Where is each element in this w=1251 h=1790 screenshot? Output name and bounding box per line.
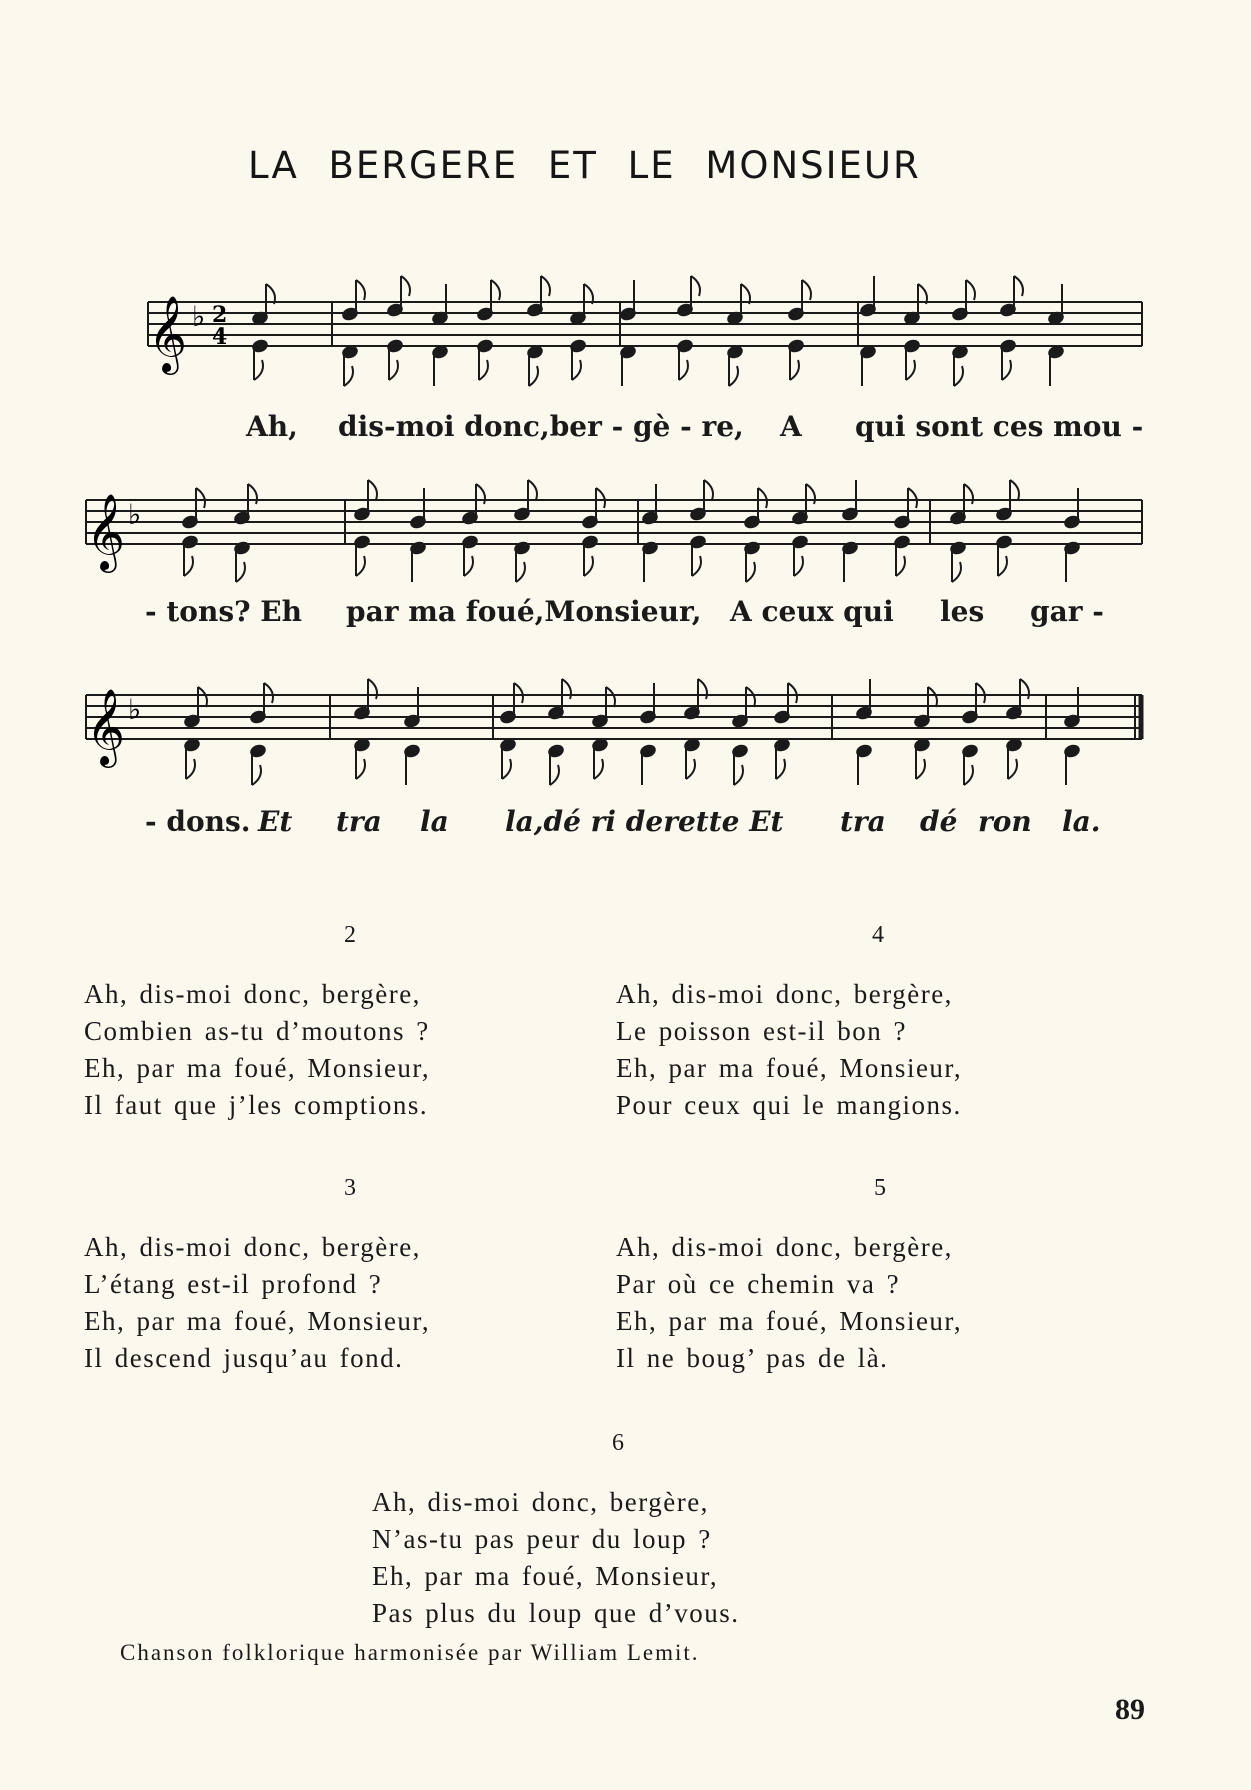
note-flag	[596, 488, 605, 508]
note-flag	[186, 759, 195, 779]
note-flag	[952, 562, 961, 582]
note-flag	[356, 280, 365, 300]
flat-icon: ♭	[128, 693, 142, 726]
verse-block	[616, 976, 962, 1124]
note-flag	[264, 683, 273, 703]
note-flag	[916, 759, 925, 779]
verse-line: N’as-tu pas peur du loup ?	[372, 1524, 712, 1554]
lyric: ron	[978, 805, 1032, 838]
lyric: gar -	[1030, 595, 1104, 628]
flat-icon: ♭	[128, 498, 142, 531]
note-flag	[906, 360, 915, 380]
song-title: LA BERGERE ET LE MONSIEUR	[248, 144, 921, 187]
flat-icon: ♭	[192, 300, 206, 333]
note-flag	[196, 488, 205, 508]
verse-number: 2	[344, 922, 356, 948]
verse-line: L’étang est-il profond ?	[84, 1269, 383, 1299]
lyric: qui sont ces mou -	[855, 410, 1144, 443]
note-flag	[954, 366, 963, 386]
svg-text:2: 2	[212, 302, 228, 328]
note-flag	[514, 683, 523, 703]
note-flag	[692, 556, 701, 576]
notes-line-1	[252, 276, 1065, 386]
note-flag	[479, 360, 488, 380]
verse-line: Eh, par ma foué, Monsieur,	[616, 1053, 963, 1083]
note-flag	[356, 759, 365, 779]
verse-number: 3	[344, 1175, 356, 1201]
note-flag	[184, 556, 193, 576]
verse-line: Eh, par ma foué, Monsieur,	[616, 1306, 963, 1336]
note-flag	[491, 280, 500, 300]
note-flag	[254, 360, 263, 380]
verse-line: Par où ce chemin va ?	[616, 1269, 901, 1299]
svg-text:4: 4	[212, 324, 228, 350]
note-flag	[802, 280, 811, 300]
lyric: la	[420, 805, 449, 838]
note-flag	[790, 360, 799, 380]
note-flag	[928, 687, 937, 707]
credit-line: Chanson folklorique harmonisée par William Lemit.	[120, 1640, 700, 1665]
lyric: par ma foué,Monsieur,	[346, 595, 702, 628]
verse-line: Pour ceux qui le mangions.	[616, 1090, 962, 1120]
lyric: dé	[920, 805, 958, 838]
note-flag	[356, 556, 365, 576]
note-flag	[550, 765, 559, 785]
note-flag	[1002, 360, 1011, 380]
note-flag	[908, 488, 917, 508]
note-flag	[1010, 480, 1019, 500]
verse-block	[84, 976, 430, 1124]
verse-number: 4	[872, 922, 884, 948]
note-flag	[794, 556, 803, 576]
lyric: - tons? Eh	[145, 595, 302, 628]
note-flag	[252, 765, 261, 785]
lyric: la,dé ri derette Et	[505, 805, 784, 838]
note-flag	[704, 480, 713, 500]
note-flag	[198, 687, 207, 707]
note-flag	[729, 366, 738, 386]
music-staff-1	[0, 260, 1251, 400]
lyric: A	[780, 410, 802, 443]
notes-line-2	[182, 480, 1081, 582]
note-flag	[502, 759, 511, 779]
note-flag	[344, 366, 353, 386]
treble-clef-icon: 𝄞	[86, 688, 126, 765]
verse-line: Il ne boug’ pas de là.	[616, 1343, 889, 1373]
note-flag	[529, 366, 538, 386]
note-flag	[734, 765, 743, 785]
music-staff-3	[0, 655, 1251, 795]
lyric: A ceux qui	[730, 595, 894, 628]
lyric: dis-moi donc,ber - gè - re,	[338, 410, 744, 443]
verse-line: Ah, dis-moi donc, bergère,	[84, 979, 421, 1009]
note-flag	[594, 759, 603, 779]
verse-line: Combien as-tu d’moutons ?	[84, 1016, 430, 1046]
note-flag	[584, 556, 593, 576]
page-number: 89	[1115, 1693, 1145, 1726]
note-flag	[401, 276, 410, 296]
lyric: les	[940, 595, 985, 628]
note-flag	[368, 480, 377, 500]
staff-system-1	[0, 260, 1251, 460]
verse-line: Ah, dis-moi donc, bergère,	[84, 1232, 421, 1262]
verse-line: Eh, par ma foué, Monsieur,	[372, 1561, 719, 1591]
note-flag	[686, 759, 695, 779]
note-flag	[976, 683, 985, 703]
note-flag	[964, 765, 973, 785]
verse-line: Ah, dis-moi donc, bergère,	[372, 1487, 709, 1517]
staff-system-2	[0, 460, 1251, 640]
lyric: tra	[840, 805, 886, 838]
note-flag	[541, 276, 550, 296]
verse-line: Il descend jusqu’au fond.	[84, 1343, 404, 1373]
note-flag	[1014, 276, 1023, 296]
lyric: Ah,	[246, 410, 298, 443]
staff-system-3	[0, 655, 1251, 845]
lyric: la.	[1062, 805, 1101, 838]
note-flag	[389, 360, 398, 380]
verse-line: Eh, par ma foué, Monsieur,	[84, 1306, 431, 1336]
lyric: - dons.	[145, 805, 251, 838]
note-flag	[966, 280, 975, 300]
treble-clef-icon: 𝄞	[148, 295, 188, 372]
lyric: Et	[258, 805, 293, 838]
note-flag	[998, 556, 1007, 576]
note-flag	[746, 687, 755, 707]
note-flag	[606, 687, 615, 707]
note-flag	[236, 562, 245, 582]
verse-line: Ah, dis-moi donc, bergère,	[616, 979, 953, 1009]
note-flag	[528, 480, 537, 500]
verse-line: Le poisson est-il bon ?	[616, 1016, 907, 1046]
note-flag	[776, 759, 785, 779]
lyric: tra	[336, 805, 382, 838]
note-flag	[516, 562, 525, 582]
verse-block	[616, 1229, 962, 1377]
verse-block	[84, 1229, 430, 1377]
note-flag	[896, 556, 905, 576]
note-flag	[746, 562, 755, 582]
note-flag	[464, 556, 473, 576]
note-flag	[572, 360, 581, 380]
note-flag	[1008, 759, 1017, 779]
verse-line: Il faut que j’les comptions.	[84, 1090, 429, 1120]
note-flag	[758, 488, 767, 508]
music-staff-2	[0, 460, 1251, 590]
verse-number: 5	[874, 1175, 886, 1201]
verse-line: Ah, dis-moi donc, bergère,	[616, 1232, 953, 1262]
verse-block	[372, 1484, 740, 1632]
verse-number: 6	[612, 1430, 624, 1456]
verse-line: Pas plus du loup que d’vous.	[372, 1598, 740, 1628]
note-flag	[691, 276, 700, 296]
treble-clef-icon: 𝄞	[86, 493, 126, 570]
note-flag	[788, 683, 797, 703]
note-flag	[679, 360, 688, 380]
verse-line: Eh, par ma foué, Monsieur,	[84, 1053, 431, 1083]
